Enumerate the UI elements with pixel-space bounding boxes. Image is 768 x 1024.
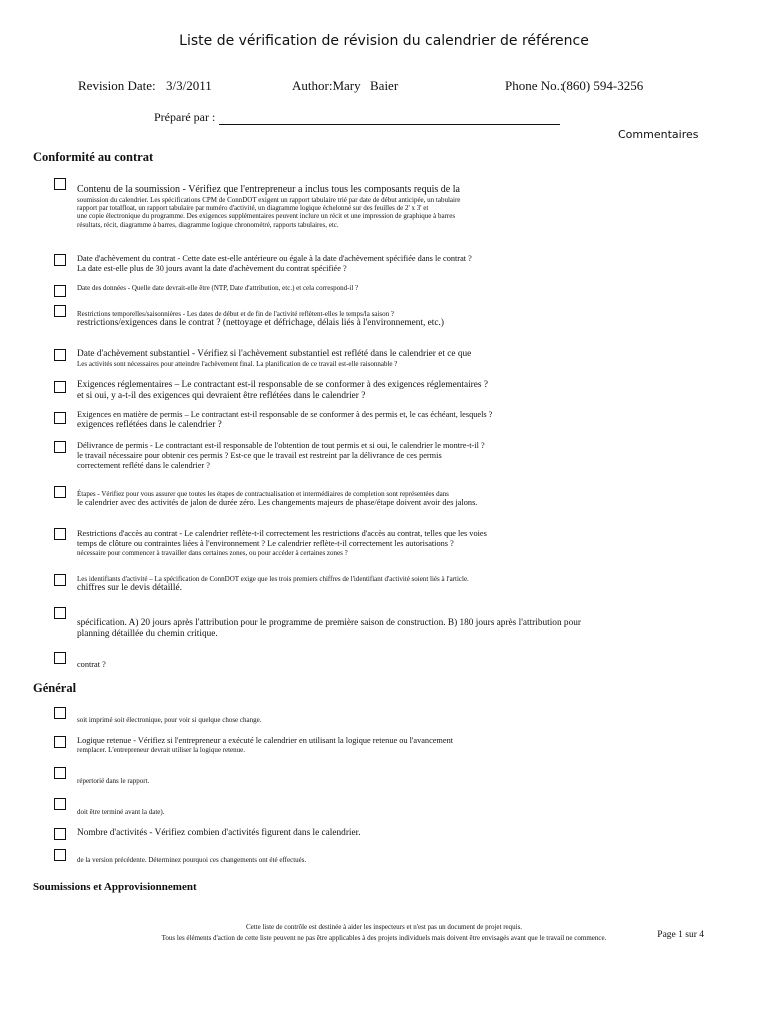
checkbox-item[interactable] [54, 349, 66, 361]
checklist-item-text: soit imprimé soit électronique, pour voir si quelque chose change. [77, 716, 262, 724]
footer-note-1: Cette liste de contrôle est destinée à aider les inspecteurs et n'est pas un document de projet requis. [245, 923, 523, 931]
checkbox-item[interactable] [54, 412, 66, 424]
checkbox-item[interactable] [54, 707, 66, 719]
checklist-item-text: Exigences réglementaires – Le contractant est-il responsable de se conformer à des exigences réglementaires ? et si oui, y a-t-il des exigences qui devraient être reflétées dans le calendrier ? [77, 380, 488, 401]
checkbox-item[interactable] [54, 828, 66, 840]
checklist-item-text: Date d'achèvement du contrat - Cette date est-elle antérieure ou égale à la date d'achèvement spécifiée dans le contrat ? La date est-elle plus de 30 jours avant la date d'achèvement du contrat spécifiée ? [77, 254, 472, 273]
revision-date-label: Revision Date: [78, 78, 156, 93]
checklist-item-text: de la version précédente. Déterminez pourquoi ces changements ont été effectués. [77, 856, 307, 864]
checkbox-item[interactable] [54, 736, 66, 748]
document-title: Liste de vérification de révision du calendrier de référence [179, 33, 589, 49]
checkbox-item[interactable] [54, 305, 66, 317]
checkbox-item[interactable] [54, 574, 66, 586]
page-number: Page 1 sur 4 [657, 930, 704, 940]
checkbox-item[interactable] [54, 849, 66, 861]
checklist-item-text: Contenu de la soumission - Vérifiez que l'entrepreneur a inclus tous les composants requis de la soumission du calendrier. Les spécifications CPM de ConnDOT exigent un rapport tabulaire trié par date de début anticipée, un tabulaire rapport par totalfloat, un rapport tabulaire par numéro d'activité, un diagramme logique échelonné sur des feuilles de 2' x 3' et une copie électronique du programme. Des exigences supplémentaires peuvent inclure un récit et une impression de graphique à barres résultats, récit, diagramme à barres, diagramme logique chronométré, rapports tabulaires, etc. [77, 184, 461, 229]
comments-header: Commentaires [618, 128, 699, 141]
checklist-item-text: Exigences en matière de permis – Le contractant est-il responsable de se conformer à des permis et, le cas échéant, lesquels ? exigences reflétées dans le calendrier ? [77, 410, 493, 430]
checklist-item-text: répertorié dans le rapport. [77, 777, 150, 785]
checklist-item-text: Restrictions d'accès au contrat - Le calendrier reflète-t-il correctement les restrictions d'accès au contrat, telles que les voies temps de clôture ou contraintes liées à l'environnement ? Le calendrier reflète-t-il correctement les autorisations ? nécessaire pour commencer à travailler dans certaines zones, ou pour accéder à certaines zones ? [77, 529, 487, 557]
checklist-item-text: Les identifiants d'activité – La spécification de ConnDOT exige que les trois premiers chiffres de l'identifiant d'activité soient liés à l'article. chiffres sur le devis détaillé. [77, 575, 469, 594]
checkbox-item[interactable] [54, 381, 66, 393]
checklist-item-text: Logique retenue - Vérifiez si l'entrepreneur a exécuté le calendrier en utilisant la logique retenue ou l'avancement remplacer. L'entrepreneur devrait utiliser la logique retenue. [77, 736, 454, 754]
checklist-item-text: Date des données - Quelle date devrait-elle être (NTP, Date d'attribution, etc.) et cela correspond-il ? [77, 284, 359, 292]
checklist-item-text: doit être terminé avant la date). [77, 808, 165, 816]
checkbox-item[interactable] [54, 607, 66, 619]
checklist-item-text: contrat ? [77, 660, 106, 669]
checkbox-item[interactable] [54, 178, 66, 190]
checkbox-item[interactable] [54, 798, 66, 810]
checklist-item-text: Délivrance de permis - Le contractant est-il responsable de l'obtention de tout permis et si oui, le calendrier le montre-t-il ? le travail nécessaire pour obtenir ces permis ? Est-ce que le travail est restreint par la délivrance de ces permis correctement reflété dans le calendrier ? [77, 441, 485, 470]
checkbox-item[interactable] [54, 486, 66, 498]
checklist-item-text: Nombre d'activités - Vérifiez combien d'activités figurent dans le calendrier. [77, 828, 361, 838]
section-soumissions: Soumissions et Approvisionnement [33, 881, 197, 893]
revision-date-value: 3/3/2011 [166, 78, 212, 93]
checklist-item-text: Date d'achèvement substantiel - Vérifiez si l'achèvement substantiel est reflété dans le calendrier et ce que Les activités sont nécessaires pour atteindre l'achèvement final. La planification de ce travail est-elle raisonnable ? [77, 349, 472, 368]
phone-value: (860) 594-3256 [562, 78, 644, 93]
prepared-by-field[interactable] [219, 124, 560, 125]
footer-note-2: Tous les éléments d'action de cette liste peuvent ne pas être applicables à des projets individuels mais doivent être envisagés avant que le travail ne commence. [161, 934, 607, 942]
section-general: Général [33, 681, 77, 695]
checklist-item-text: Restrictions temporelles/saisonnières - Les dates de début et de fin de l'activité reflètent-elles le temps/la saison ? restrictions/exigences dans le contrat ? (nettoyage et défrichage, délais liés à l'environnement, etc.) [77, 310, 444, 329]
author-label: Author:Mary [292, 78, 361, 93]
prepared-by-label: Préparé par : [154, 110, 216, 124]
checkbox-item[interactable] [54, 285, 66, 297]
checkbox-item[interactable] [54, 528, 66, 540]
author-value: Baier [370, 78, 399, 93]
phone-label: Phone No.: [505, 78, 564, 93]
checkbox-item[interactable] [54, 767, 66, 779]
checkbox-item[interactable] [54, 652, 66, 664]
checklist-item-text: Étapes - Vérifiez pour vous assurer que toutes les étapes de contractualisation et intermédiaires de completion sont représentées dans le calendrier avec des activités de jalon de durée zéro. Les changements majeurs de phase/étape doivent avoir des jalons. [77, 490, 478, 508]
checkbox-item[interactable] [54, 254, 66, 266]
checklist-item-text: spécification. A) 20 jours après l'attribution pour le programme de première saison de construction. B) 180 jours après l'attribution pour planning détaillée du chemin critique. [77, 618, 581, 639]
section-conformite: Conformité au contrat [33, 150, 154, 164]
checkbox-item[interactable] [54, 441, 66, 453]
